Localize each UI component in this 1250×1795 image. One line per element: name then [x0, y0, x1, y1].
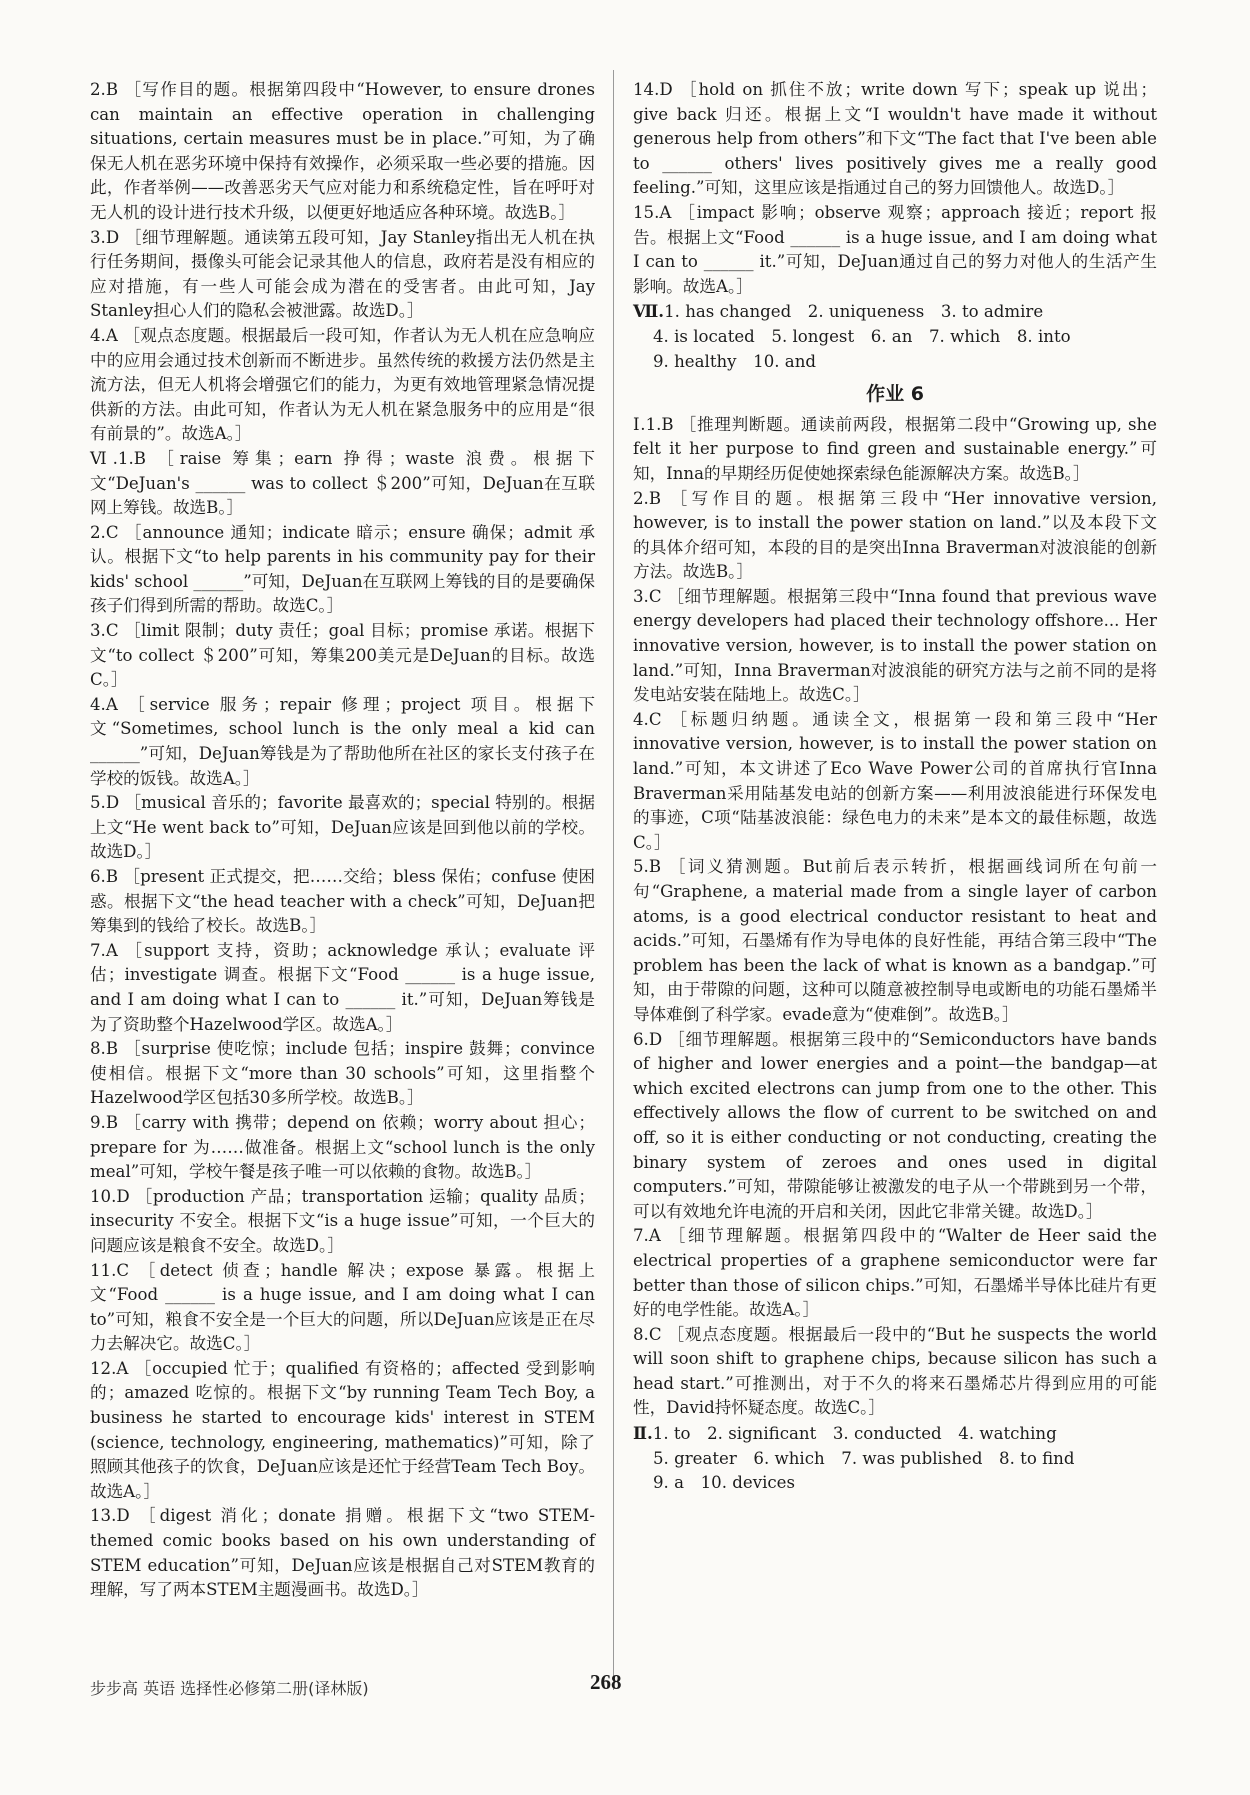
answer-explanation: ［service 服务；repair 修理；project 项目。根据下文“Sometimes, school lunch is the only meal a kid can ______”可知，DeJuan筹钱是为了帮助他所在社区的家长支付孩子在学校的饭钱。故选A。］: [90, 694, 595, 788]
answer-number: 3.C: [633, 586, 662, 606]
answer-explanation: ［标题归纳题。通读全文，根据第一段和第三段中“Her innovative version, however, is to install the power station on land.”可知，本文讲述了Eco Wave Power公司的首席执行官Inna Braverman采用陆基发电站的创新方案——利用波浪能进行环保发电的事迹，C项“陆基波浪能：绿色电力的未来”是本文的最佳标题，故选C。］: [633, 709, 1157, 852]
answer-number: 5.B: [633, 857, 662, 877]
right-column: [633, 78, 1157, 1496]
answer-item: [633, 1323, 1157, 1421]
left-column: [90, 78, 595, 1603]
answer-number: 2.B: [90, 80, 119, 99]
answer-text: 1. to 2. significant 3. conducted 4. watching: [652, 1424, 1057, 1444]
answer-item: [633, 708, 1157, 856]
answer-item: [633, 1028, 1157, 1225]
answer-explanation: ［细节理解题。根据第三段中“Inna found that previous wave energy developers had placed their technology offshore... Her innovative version, however, is to install the power station on land.”可知，Inna Braverman对波浪能的研究方法与之前不同的是将发电站安装在陆地上。故选C。］: [633, 586, 1157, 705]
answer-number: Ⅰ.1.B: [633, 414, 674, 434]
answer-explanation: ［写作目的题。根据第四段中“However, to ensure drones can maintain an effective operation in challenging situations, certain measures must be in place.”可知，为了确保无人机在恶劣环境中保持有效操作，必须采取一些必要的措施。因此，作者举例——改善恶劣天气应对能力和系统稳定性，旨在呼吁对无人机的设计进行技术升级，以便更好地适应各种环境。故选B。］: [90, 80, 595, 222]
section-7-answers: [633, 299, 1157, 374]
answer-number: 5.D: [90, 793, 120, 813]
answer-item: [633, 413, 1157, 487]
answer-number: 6.B: [90, 867, 119, 886]
answer-item: [633, 201, 1157, 299]
answer-number: 2.C: [90, 522, 119, 542]
answer-item: [633, 1224, 1157, 1322]
answer-number: 2.B: [633, 488, 662, 508]
answer-explanation: ［digest 消化；donate 捐赠。根据下文“two STEM-themed comic books based on his own understanding of STEM education”可知，DeJuan应该是根据自己对STEM教育的理解，写了两本STEM主题漫画书。故选D。］: [90, 1506, 595, 1600]
answer-number: 7.A: [90, 940, 118, 960]
answer-item: [90, 1185, 595, 1259]
answer-number: 11.C: [90, 1260, 130, 1280]
answer-item: [90, 78, 595, 226]
answer-number: 3.C: [90, 621, 119, 641]
answer-line: [633, 325, 1157, 350]
answer-item: [90, 865, 595, 939]
answer-item: [90, 447, 595, 521]
answer-text: 4. is located 5. longest 6. an 7. which 8. into: [653, 326, 1071, 346]
answer-number: 4.A: [90, 694, 118, 714]
answer-explanation: ［announce 通知；indicate 暗示；ensure 确保；admit 承认。根据下文“to help parents in his community pay for their kids' school ______”可知，DeJuan在互联网上筹钱的目的是要确保孩子们得到所需的帮助。故选C。］: [90, 522, 595, 616]
answer-explanation: ［raise 筹集；earn 挣得；waste 浪费。根据下文“DeJuan's ______ was to collect ＄200”可知，DeJuan在互联网上筹钱。故选B。］: [90, 448, 595, 518]
answer-item: [633, 855, 1157, 1027]
answer-text: 9. a 10. devices: [653, 1473, 796, 1493]
answer-item: [90, 324, 595, 447]
answer-number: 9.B: [90, 1112, 119, 1132]
section-2-answers: [633, 1421, 1157, 1496]
column-divider: [613, 70, 614, 1690]
answer-line: [633, 1421, 1157, 1447]
answer-text: 5. greater 6. which 7. was published 8. to find: [653, 1448, 1075, 1468]
answer-explanation: ［musical 音乐的；favorite 最喜欢的；special 特别的。根据上文“He went back to”可知，DeJuan应该是回到他以前的学校。故选D。］: [90, 793, 595, 862]
answer-explanation: ［limit 限制；duty 责任；goal 目标；promise 承诺。根据下文“to collect ＄200”可知，筹集200美元是DeJuan的目标。故选C。］: [90, 621, 596, 690]
answer-explanation: ［production 产品；transportation 运输；quality 品质；insecurity 不安全。根据下文“is a huge issue”可知，一个巨大的问题应该是粮食不安全。故选D。］: [90, 1186, 595, 1255]
answer-explanation: ［写作目的题。根据第三段中“Her innovative version, however, is to install the power station on land.”以及本段下文的具体介绍可知，本段的目的是突出Inna Braverman对波浪能的创新方法。故选B。］: [633, 488, 1157, 582]
answer-item: [90, 521, 595, 619]
answer-item: [633, 585, 1157, 708]
answer-explanation: ［细节理解题。根据第四段中的“Walter de Heer said the electrical properties of a graphene semiconductor were far better than those of silicon chips.”可知，石墨烯半导体比硅片有更好的电学性能。故选A。］: [633, 1226, 1157, 1320]
answer-item: [633, 487, 1157, 585]
answer-line: [633, 299, 1157, 325]
answer-explanation: ［carry with 携带；depend on 依赖；worry about 担心；prepare for 为……做准备。根据上文“school lunch is the only meal”可知，学校午餐是孩子唯一可以依赖的食物。故选B。］: [90, 1112, 595, 1182]
answer-number: 14.D: [633, 80, 673, 99]
answer-number: 6.D: [633, 1029, 663, 1049]
answer-explanation: ［观点态度题。根据最后一段中的“But he suspects the world will soon shift to graphene chips, because silicon has such a head start.”可推测出，对于不久的将来石墨烯芯片得到应用的可能性，David持怀疑态度。故选C。］: [633, 1324, 1157, 1418]
answer-item: [90, 939, 595, 1037]
answer-number: 7.A: [633, 1226, 661, 1246]
answer-explanation: ［词义猜测题。But前后表示转折，根据画线词所在句前一句“Graphene, a material made from a single layer of carbon atoms, is a good electrical conductor resistant to heat and acids.”可知，石墨烯有作为导电体的良好性能，再结合第三段中“The problem has been the lack of what is known as a bandgap.”可知，由于带隙的问题，这种可以随意被控制导电或断电的功能石墨烯半导体难倒了科学家。evade意为“使难倒”。故选B。］: [633, 857, 1157, 1024]
answer-item: [90, 791, 595, 865]
answer-explanation: ［细节理解题。根据第三段中的“Semiconductors have bands of higher and lower energies and a point—the bandgap—at which excited electrons can jump from one to the other. This effectively allows the flow of current to be switched on and off, so it is either conducting or not conducting, creating the binary system of zeroes and ones used in digital computers.”可知，带隙能够让被激发的电子从一个带跳到另一个带，可以有效地允许电流的开启和关闭，因此它非常关键。故选D。］: [633, 1029, 1157, 1221]
answer-item: [90, 1259, 595, 1357]
answer-item: [90, 1504, 595, 1602]
answer-explanation: ［support 支持，资助；acknowledge 承认；evaluate 评估；investigate 调查。根据下文“Food ______ is a huge issue, and I am doing what I can to ______ it.”可知，DeJuan筹钱是为了资助整个Hazelwood学区。故选A。］: [90, 940, 596, 1034]
answer-number: 13.D: [90, 1506, 130, 1526]
answer-line: [633, 350, 1157, 375]
answer-explanation: ［推理判断题。通读前两段，根据第二段中“Growing up, she felt it her purpose to find green and sustainable energy.”可知，Inna的早期经历促使她探索绿色能源解决方案。故选B。］: [633, 414, 1157, 483]
answer-explanation: ［细节理解题。通读第五段可知，Jay Stanley指出无人机在执行任务期间，摄像头可能会记录其他人的信息，政府若是没有相应的应对措施，有一些人可能会成为潜在的受害者。由此可知，Jay Stanley担心人们的隐私会被泄露。故选D。］: [90, 227, 596, 321]
answer-item: [90, 1037, 595, 1111]
answer-item: [90, 693, 595, 791]
footer-book-title: 步步高 英语 选择性必修第二册(译林版): [90, 1679, 369, 1698]
answer-number: 8.C: [633, 1324, 662, 1344]
answer-number: 4.C: [633, 709, 662, 729]
section-number: Ⅶ.: [633, 301, 665, 322]
answer-number: 12.A: [90, 1358, 129, 1378]
answer-explanation: ［occupied 忙于；qualified 有资格的；affected 受到影响的；amazed 吃惊的。根据下文“by running Team Tech Boy, a business he started to encourage kids' interest in STEM (science, technology, engineering, mathematics)”可知，除了照顾其他孩子的饮食，DeJuan应该是还忙于经营Team Tech Boy。故选A。］: [90, 1358, 595, 1501]
answer-item: [90, 1111, 595, 1185]
page-number: 268: [590, 1670, 622, 1694]
homework-title: 作业 6: [866, 383, 924, 406]
answer-number: 8.B: [90, 1039, 119, 1059]
answer-number: 15.A: [633, 202, 672, 222]
answer-item: [633, 78, 1157, 201]
answer-number: 3.D: [90, 227, 120, 247]
answer-item: [90, 226, 595, 324]
answer-explanation: ［hold on 抓住不放；write down 写下；speak up 说出；give back 归还。根据上文“I wouldn't have made it without generous help from others”和下文“The fact that I've been able to ______ others' lives positively gives me a really good feeling.”可知，这里应该是指通过自己的努力回馈他人。故选D。］: [633, 80, 1157, 198]
answer-explanation: ［观点态度题。根据最后一段可知，作者认为无人机在应急响应中的应用会通过技术创新而不断进步。虽然传统的救援方法仍然是主流方法，但无人机将会增强它们的能力，为更有效地管理紧急情况提供新的方法。由此可知，作者认为无人机在紧急服务中的应用是“很有前景的”。故选A。］: [90, 325, 596, 444]
answer-explanation: ［impact 影响；observe 观察；approach 接近；report 报告。根据上文“Food ______ is a huge issue, and I am doing what I can to ______ it.”可知，DeJuan通过自己的努力对他人的生活产生影响。故选A。］: [633, 202, 1157, 296]
answer-line: [633, 1471, 1157, 1496]
answer-text: 9. healthy 10. and: [653, 351, 817, 371]
section-number: Ⅱ.: [633, 1423, 653, 1444]
answer-explanation: ［surprise 使吃惊；include 包括；inspire 鼓舞；convince 使相信。根据下文“more than 30 schools”可知，这里指整个Hazelwood学区包括30多所学校。故选B。］: [90, 1039, 595, 1108]
answer-item: [90, 1357, 595, 1505]
answer-number: 4.A: [90, 325, 118, 345]
answer-number: Ⅵ.1.B: [90, 448, 146, 468]
answer-line: [633, 1447, 1157, 1472]
answer-number: 10.D: [90, 1186, 130, 1206]
answer-explanation: ［detect 侦查；handle 解决；expose 暴露。根据上文“Food ______ is a huge issue, and I am doing what I can to”可知，粮食不安全是一个巨大的问题，所以DeJuan应该是正在尽力去解决它。故选C。］: [90, 1260, 595, 1354]
answer-text: 1. has changed 2. uniqueness 3. to admire: [664, 302, 1044, 322]
answer-item: [90, 619, 595, 693]
answer-explanation: ［present 正式提交，把……交给；bless 保佑；confuse 使困惑。根据下文“the head teacher with a check”可知，DeJuan把筹集到的钱给了校长。故选B。］: [90, 867, 595, 936]
